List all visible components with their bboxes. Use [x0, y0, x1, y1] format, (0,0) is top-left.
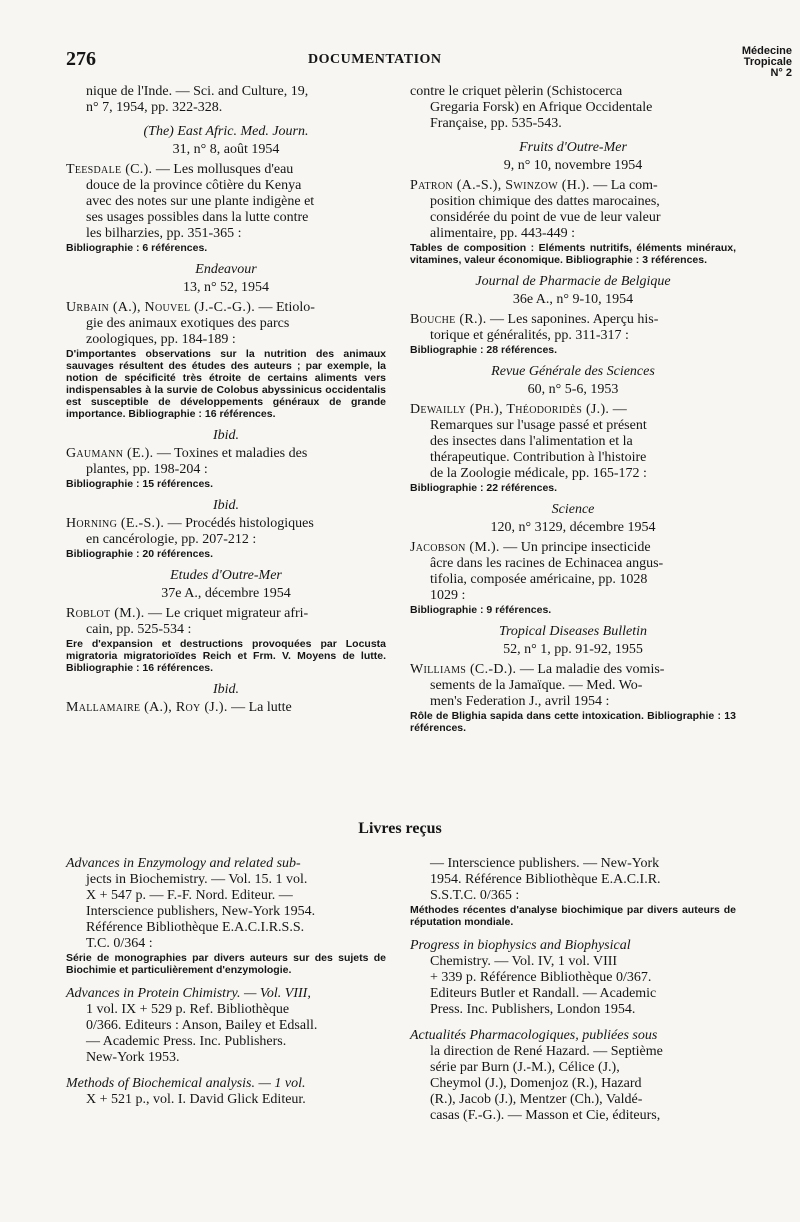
text-line: Chemistry. — Vol. IV, 1 vol. VIII [430, 954, 618, 969]
text-line: — La maladie des vomis- [516, 662, 665, 677]
text-line: sements de la Jamaïque. — Med. Wo- [430, 678, 643, 693]
text-line: torique et généralités, pp. 311-317 : [430, 328, 629, 343]
page-number: 276 [66, 48, 96, 70]
text-line: en cancérologie, pp. 207-212 : [86, 532, 257, 547]
text-line: — Etiolo- [255, 300, 315, 315]
text-line: Advances in Enzymology and related sub- [66, 856, 301, 871]
journal-title: Tropical Diseases Bulletin [498, 624, 648, 639]
text-line: série par Burn (J.-M.), Célice (J.), [430, 1060, 620, 1075]
entry-note: Bibliographie : 6 références. [66, 242, 208, 254]
books-right-column [410, 856, 736, 1134]
continuation-text [66, 84, 386, 116]
left-column [66, 84, 386, 716]
text-line: 1029 : [430, 588, 466, 603]
journal-issue: 52, n° 1, pp. 91-92, 1955 [503, 642, 643, 657]
entry [66, 446, 386, 490]
journal-title: Ibid. [212, 682, 240, 697]
text-line: — Un principe insecticide [499, 540, 651, 555]
text-line: 1 vol. IX + 529 p. Ref. Bibliothèque [86, 1002, 290, 1017]
entry-author: Teesdale (C.). [66, 162, 153, 177]
text-line: Cheymol (J.), Domenjoz (R.), Hazard [430, 1076, 642, 1091]
entry-author: Patron (A.-S.), Swinzow (H.). [410, 178, 590, 193]
book-entry [410, 1028, 736, 1124]
book-entry [410, 938, 736, 1018]
text-line: Progress in biophysics and Biophysical [410, 938, 631, 953]
entry [410, 178, 736, 266]
journal-issue: 36e A., n° 9-10, 1954 [512, 292, 634, 307]
entry-note: Tables de composition : Eléments nutritifs, éléments minéraux, vitamines, valeur économique. Bibliographie : 3 références. [410, 242, 736, 266]
text-line: position chimique des dattes marocaines, [430, 194, 660, 209]
journal-issue: 120, n° 3129, décembre 1954 [490, 520, 656, 535]
text-line: considérée du point de vue de leur valeur [430, 210, 661, 225]
entry [410, 662, 736, 734]
text-line: — Interscience publishers. — New-York [430, 856, 660, 871]
entry-author: Gaumann (E.). [66, 446, 154, 461]
entry-note: Bibliographie : 9 références. [410, 604, 552, 616]
text-line: New-York 1953. [86, 1050, 180, 1065]
entry-author: Mallamaire (A.), Roy (J.). [66, 700, 228, 715]
journal-title: Science [551, 502, 595, 517]
entry [66, 162, 386, 254]
journal-title: (The) East Afric. Med. Journ. [143, 124, 309, 139]
journal-title: Ibid. [212, 498, 240, 513]
book-note: Méthodes récentes d'analyse biochimique par divers auteurs de réputation mondiale. [410, 904, 736, 928]
journal-title: Ibid. [212, 428, 240, 443]
text-line: n° 7, 1954, pp. 322-328. [86, 100, 223, 115]
entry [66, 300, 386, 420]
book-entry [66, 1076, 386, 1108]
entry [66, 606, 386, 674]
journal-issue: 37e A., décembre 1954 [161, 586, 291, 601]
text-line: thérapeutique. Contribution à l'histoire [430, 450, 647, 465]
text-line: de la Zoologie médicale, pp. 165-172 : [430, 466, 647, 481]
text-line: Methods of Biochemical analysis. — 1 vol. [66, 1076, 306, 1091]
text-line: contre le criquet pèlerin (Schistocerca [410, 84, 623, 99]
entry-author: Dewailly (Ph.), Théodoridès (J.). [410, 402, 610, 417]
text-line: gie des animaux exotiques des parcs [86, 316, 290, 331]
text-line: — Le criquet migrateur afri- [144, 606, 309, 621]
text-line: Actualités Pharmacologiques, publiées sous [410, 1028, 658, 1043]
entry-note: Ere d'expansion et destructions provoquées par Locusta migratoria migratorioïdes Reich et Frm. V. Moyens de lutte. Bibliographie : 16 références. [66, 638, 386, 674]
text-line: + 339 p. Référence Bibliothèque 0/367. [430, 970, 652, 985]
book-entry [410, 856, 736, 928]
text-line: ses usages possibles dans la lutte contre [86, 210, 309, 225]
text-line: — Les saponines. Aperçu his- [486, 312, 659, 327]
entry-note: D'importantes observations sur la nutrition des animaux sauvages résultent des études des auteurs ; par exemple, la notion de spécificité très étroite de certains aliments vers indispensables à la survie de Colobus abyssinicus occidentalis est susceptible de développements généraux de grande importance. Bibliographie : 16 références. [66, 348, 386, 420]
text-line: Advances in Protein Chimistry. — Vol. VIII, [66, 986, 311, 1001]
journal-title: Revue Générale des Sciences [491, 364, 655, 379]
text-line: douce de la province côtière du Kenya [86, 178, 302, 193]
journal-tag-line: Tropicale [743, 56, 792, 68]
text-line: Gregaria Forsk) en Afrique Occidentale [430, 100, 653, 115]
text-line: — Procédés histologiques [164, 516, 314, 531]
text-line: zoologiques, pp. 184-189 : [86, 332, 236, 347]
entry-author: Jacobson (M.). [410, 540, 500, 555]
text-line: tifolia, composée américaine, pp. 1028 [430, 572, 648, 587]
text-line: — [609, 402, 627, 417]
books-left-column [66, 856, 386, 1118]
entry-note: Bibliographie : 28 références. [410, 344, 558, 356]
text-line: Editeurs Butler et Randall. — Academic [430, 986, 657, 1001]
book-entry [66, 986, 386, 1066]
text-line: âcre dans les racines de Echinacea angus- [430, 556, 664, 571]
text-line: X + 547 p. — F.-F. Nord. Editeur. — [86, 888, 293, 903]
journal-tag-line: N° 2 [770, 67, 792, 79]
entry [66, 700, 386, 716]
text-line: Remarques sur l'usage passé et présent [430, 418, 647, 433]
text-line: — Les mollusques d'eau [152, 162, 294, 177]
book-note: Série de monographies par divers auteurs sur des sujets de Biochimie et particulièrement d'enzymologie. [66, 952, 386, 976]
entry-note: Bibliographie : 22 références. [410, 482, 558, 494]
book-entry [66, 856, 386, 976]
text-line: — Toxines et maladies des [153, 446, 308, 461]
entry [410, 312, 736, 356]
text-line: X + 521 p., vol. I. David Glick Editeur. [86, 1092, 306, 1107]
entry [410, 540, 736, 616]
section-heading: Livres reçus [358, 820, 442, 837]
text-line: — Academic Press. Inc. Publishers. [86, 1034, 287, 1049]
text-line: 0/366. Editeurs : Anson, Bailey et Edsall. [86, 1018, 318, 1033]
text-line: 1954. Référence Bibliothèque E.A.C.I.R. [430, 872, 661, 887]
entry-author: Williams (C.-D.). [410, 662, 517, 677]
journal-issue: 31, n° 8, août 1954 [172, 142, 280, 157]
text-line: les bilharzies, pp. 351-365 : [86, 226, 242, 241]
journal-issue: 13, n° 52, 1954 [182, 280, 270, 295]
journal-title: Endeavour [195, 262, 257, 277]
text-line: avec des notes sur une plante indigène et [86, 194, 315, 209]
journal-issue: 60, n° 5-6, 1953 [527, 382, 619, 397]
text-line: cain, pp. 525-534 : [86, 622, 192, 637]
entry-author: Roblot (M.). [66, 606, 145, 621]
entry-author: Horning (E.-S.). [66, 516, 165, 531]
journal-issue: 9, n° 10, novembre 1954 [503, 158, 643, 173]
text-line: (R.), Jacob (J.), Mentzer (Ch.), Valdé- [430, 1092, 643, 1107]
entry-author: Urbain (A.), Nouvel (J.-C.-G.). [66, 300, 255, 315]
journal-tag [742, 46, 792, 79]
text-line: des insectes dans l'alimentation et la [430, 434, 633, 449]
journal-title: Journal de Pharmacie de Belgique [475, 274, 671, 289]
text-line: Interscience publishers, New-York 1954. [86, 904, 316, 919]
entry-note: Rôle de Blighia sapida dans cette intoxication. Bibliographie : 13 références. [410, 710, 736, 734]
text-line: la direction de René Hazard. — Septième [430, 1044, 663, 1059]
text-line: men's Federation J., avril 1954 : [430, 694, 610, 709]
entry-note: Bibliographie : 15 références. [66, 478, 214, 490]
journal-tag-line: Médecine [741, 45, 792, 57]
text-line: alimentaire, pp. 443-449 : [430, 226, 576, 241]
continuation-text [410, 84, 736, 132]
text-line: plantes, pp. 198-204 : [86, 462, 208, 477]
text-line: jects in Biochemistry. — Vol. 15. 1 vol. [86, 872, 308, 887]
right-column [410, 84, 736, 734]
running-title: DOCUMENTATION [308, 52, 442, 67]
text-line: casas (F.-G.). — Masson et Cie, éditeurs, [430, 1108, 661, 1123]
journal-title: Etudes d'Outre-Mer [170, 568, 282, 583]
text-line: S.S.T.C. 0/365 : [430, 888, 520, 903]
text-line: Française, pp. 535-543. [430, 116, 562, 131]
text-line: Press. Inc. Publishers, London 1954. [430, 1002, 636, 1017]
entry [66, 516, 386, 560]
text-line: nique de l'Inde. — Sci. and Culture, 19, [86, 84, 309, 99]
text-line: — La lutte [227, 700, 292, 715]
entry [410, 402, 736, 494]
text-line: T.C. 0/364 : [86, 936, 153, 951]
entry-note: Bibliographie : 20 références. [66, 548, 214, 560]
text-line: — La com- [589, 178, 658, 193]
journal-title: Fruits d'Outre-Mer [519, 140, 627, 155]
entry-author: Bouche (R.). [410, 312, 487, 327]
text-line: Référence Bibliothèque E.A.C.I.R.S.S. [86, 920, 305, 935]
